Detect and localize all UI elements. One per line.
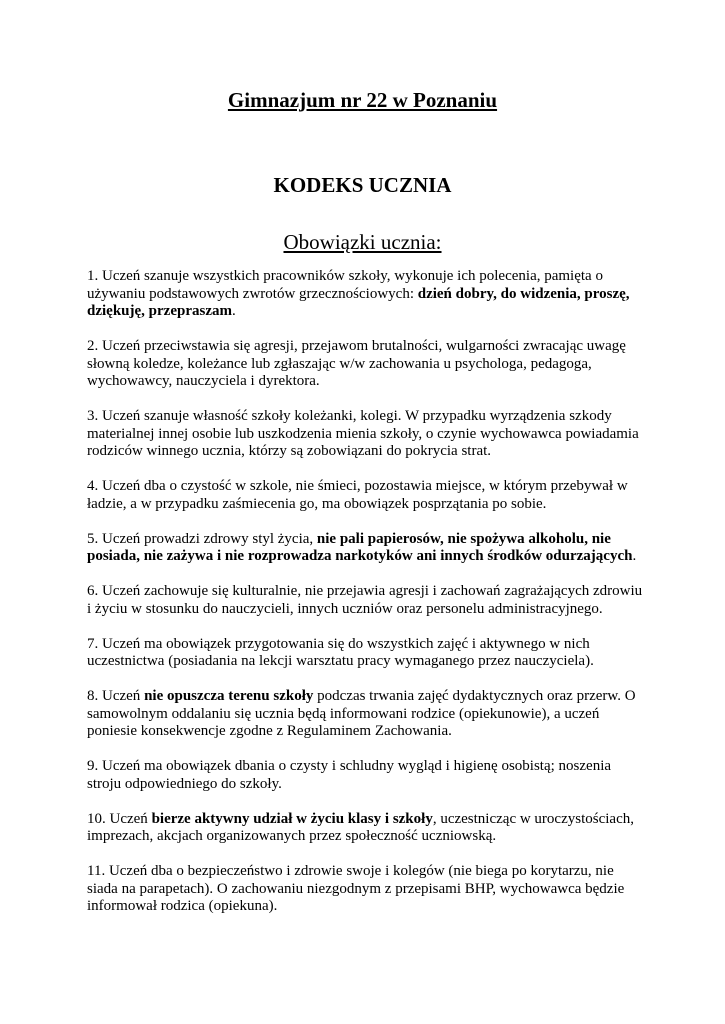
rule-text: podczas trwania zajęć dydaktycznych oraz przerw. O samowolnym oddalaniu się ucznia będą informowani rodzice (opiekunowie), a uczeń poniesie konsekwencje zgodne z Regulaminem Zachowania. — [87, 688, 636, 739]
rule-item — [87, 688, 643, 741]
rule-text-bold: bierze aktywny udział w życiu klasy i szkoły — [151, 810, 433, 827]
rule-item — [87, 811, 643, 846]
rule-text: 1. Uczeń szanuje wszystkich pracowników szkoły, wykonuje ich polecenia, pamięta o używaniu podstawowych zwrotów grzecznościowych: — [87, 268, 603, 302]
rule-text-bold: nie opuszcza terenu szkoły — [144, 688, 314, 704]
rule-text: 7. Uczeń ma obowiązek przygotowania się do wszystkich zajęć i aktywnego w nich uczestnictwa (posiadania na lekcji warsztatu pracy wymaganego przez nauczyciela). — [87, 635, 594, 669]
rule-item — [87, 268, 643, 321]
rule-text: 11. Uczeń dba o bezpieczeństwo i zdrowie swoje i kolegów (nie biega po korytarzu, nie siada na parapetach). O zachowaniu niezgodnym z przepisami BHP, wychowawca będzie informował rodzica (opiekuna). — [87, 863, 625, 914]
rule-item — [87, 863, 643, 916]
rule-text: , uczestnicząc w uroczystościach, imprezach, akcjach organizowanych przez społeczność uczniowską. — [87, 810, 634, 844]
rule-item — [87, 408, 643, 461]
rules-list — [87, 268, 643, 933]
rule-text: 9. Uczeń ma obowiązek dbania o czysty i schludny wygląd i higienę osobistą; noszenia stroju odpowiedniego do szkoły. — [87, 758, 612, 792]
rule-text: 3. Uczeń szanuje własność szkoły koleżanki, kolegi. W przypadku wyrządzenia szkody materialnej innej osobie lub uszkodzenia mienia szkoły, o czynie wychowawca powiadamia rodziców winnego ucznia, którzy są zobowiązani do pokrycia strat. — [87, 408, 639, 459]
rule-text-bold: dzień dobry, do widzenia, proszę, dziękuję, przepraszam — [87, 285, 630, 319]
rule-text: 5. Uczeń prowadzi zdrowy styl życia, — [87, 530, 317, 547]
rule-text: 6. Uczeń zachowuje się kulturalnie, nie przejawia agresji i zachowań zagrażających zdrowiu i życiu w stosunku do nauczycieli, innych uczniów oraz personelu administracyjnego. — [87, 583, 643, 617]
rule-text: 8. Uczeń — [87, 688, 145, 704]
rule-item — [87, 758, 643, 793]
rule-text-bold: nie pali papierosów, nie spożywa alkoholu, nie posiada, nie zażywa i nie rozprowadza narkotyków ani innych środków odurzających — [87, 530, 633, 564]
rule-item — [87, 636, 643, 671]
rule-item — [87, 531, 643, 566]
rule-text: 4. Uczeń dba o czystość w szkole, nie śmieci, pozostawia miejsce, w którym przebywał w ładzie, a w przypadku zaśmiecenia go, ma obowiązek posprzątania po sobie. — [87, 478, 628, 512]
rule-item — [87, 338, 643, 391]
rule-text: . — [632, 548, 637, 564]
document-title: KODEKS UCZNIA — [273, 173, 452, 197]
rule-text: 10. Uczeń — [87, 810, 152, 827]
rule-text: . — [231, 303, 236, 319]
rule-item — [87, 478, 643, 513]
rule-text: 2. Uczeń przeciwstawia się agresji, przejawom brutalności, wulgarności zwracając uwagę słowną koledze, koleżance lub zgłaszając w/w zachowania u psychologa, pedagoga, wychowawcy, nauczyciela i dyrektora. — [87, 338, 626, 389]
rule-item — [87, 583, 643, 618]
section-title: Obowiązki ucznia: — [283, 230, 442, 254]
school-title: Gimnazjum nr 22 w Poznaniu — [227, 88, 498, 112]
